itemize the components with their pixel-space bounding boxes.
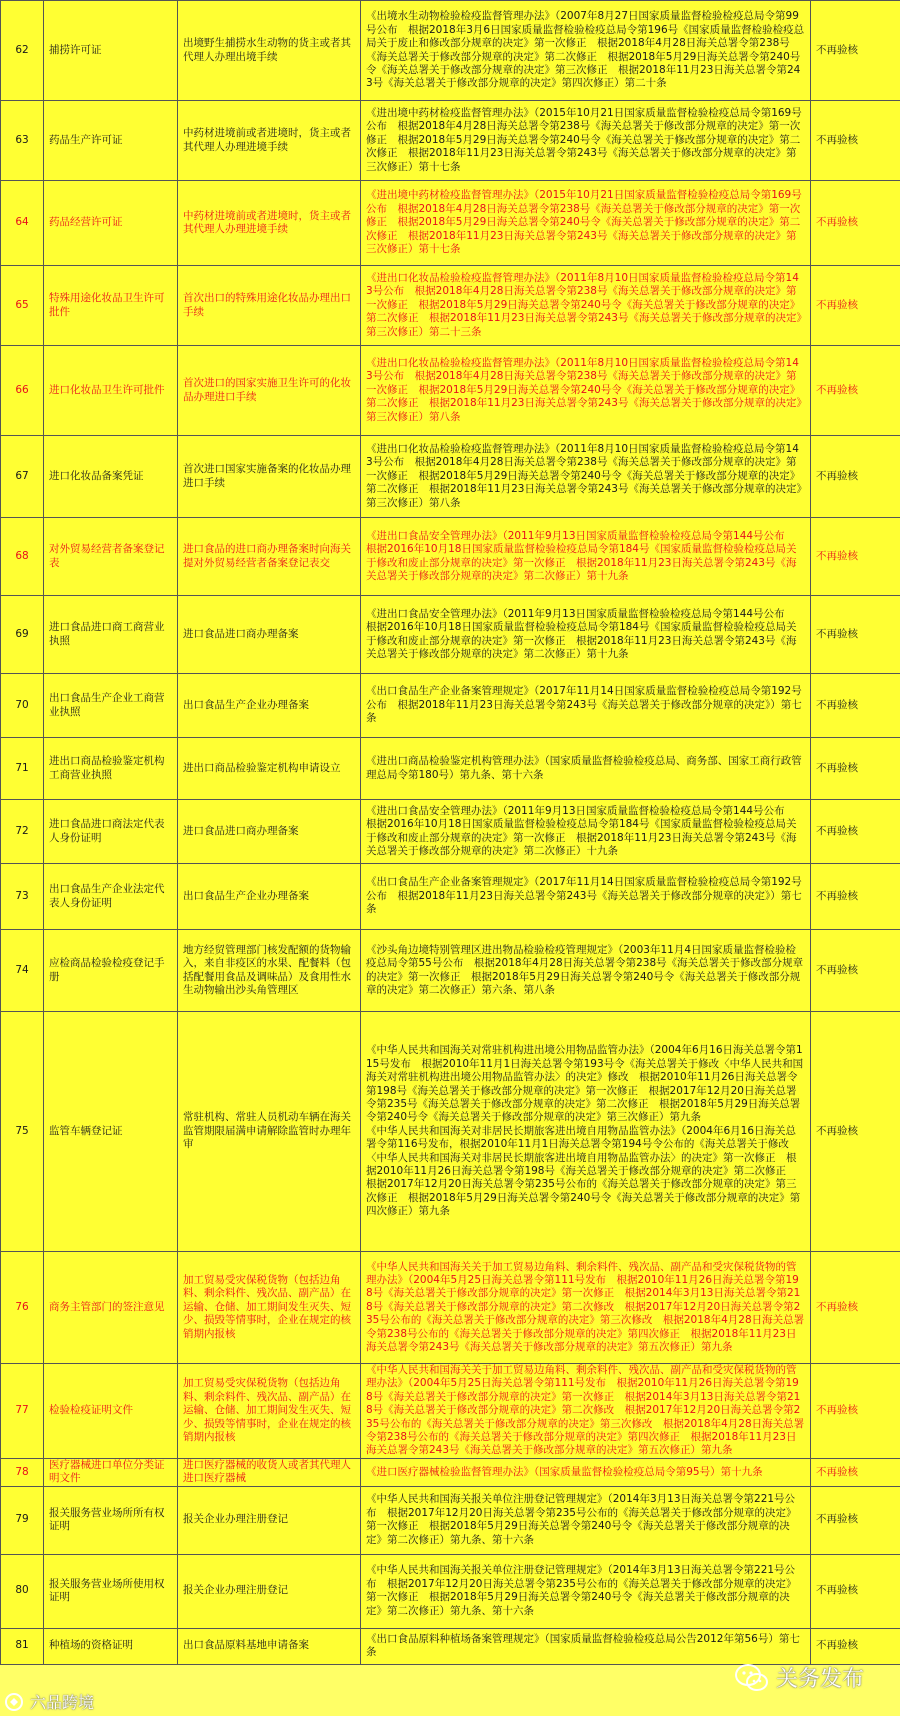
applicable-matter: 进口医疗器械的收货人或者其代理人进口医疗器械 [178, 1458, 361, 1486]
verification-status: 不再验核 [811, 1, 900, 101]
legal-basis: 《出口食品原料种植场备案管理规定》（国家质量监督检验检疫总局公告2012年第56号）第七条 [361, 1628, 811, 1664]
legal-basis: 《出口食品生产企业备案管理规定》（2017年11月14日国家质量监督检验检疫总局令第192号公布 根据2018年11月23日海关总署令第243号《海关总署关于修改部分规章的决定》）第七条 [361, 674, 811, 738]
row-number: 71 [1, 738, 44, 800]
document-name: 特殊用途化妆品卫生许可批件 [44, 266, 178, 346]
document-name: 进口食品进口商法定代表人身份证明 [44, 800, 178, 864]
row-number: 65 [1, 266, 44, 346]
document-name: 监管车辆登记证 [44, 1012, 178, 1252]
verification-status: 不再验核 [811, 1554, 900, 1628]
row-number: 67 [1, 436, 44, 518]
verification-status: 不再验核 [811, 1628, 900, 1664]
applicable-matter: 出口食品原料基地申请备案 [178, 1628, 361, 1664]
applicable-matter: 首次进口国家实施备案的化妆品办理进口手续 [178, 436, 361, 518]
verification-status: 不再验核 [811, 674, 900, 738]
row-number: 75 [1, 1012, 44, 1252]
verification-status: 不再验核 [811, 101, 900, 181]
verification-status: 不再验核 [811, 346, 900, 436]
document-name: 检验检疫证明文件 [44, 1364, 178, 1459]
verification-status: 不再验核 [811, 1364, 900, 1459]
row-number: 81 [1, 1628, 44, 1664]
document-name: 医疗器械进口单位分类证明文件 [44, 1458, 178, 1486]
wechat-icon [734, 1663, 770, 1693]
verification-status: 不再验核 [811, 738, 900, 800]
table-row [1, 1628, 900, 1664]
document-name: 药品生产许可证 [44, 101, 178, 181]
verification-status: 不再验核 [811, 1486, 900, 1554]
verification-status: 不再验核 [811, 181, 900, 266]
legal-basis: 《进出境中药材检疫监督管理办法》（2015年10月21日国家质量监督检验检疫总局令第169号公布 根据2018年4月28日海关总署令第238号《海关总署关于修改部分规章的决定》第一次修正 根据2018年5月29日海关总署令第240号令《海关总署关于修改部分规章的决定》第二次修正 根据2018年11月23日海关总署令第243号《海关总署关于修改部分规章的决定》第三次修正）第十七条 [361, 181, 811, 266]
verification-status: 不再验核 [811, 1252, 900, 1364]
table-row [1, 181, 900, 266]
document-name: 进口化妆品备案凭证 [44, 436, 178, 518]
applicable-matter: 出境野生捕捞水生动物的货主或者其代理人办理出境手续 [178, 1, 361, 101]
legal-basis: 《进出境中药材检疫监督管理办法》（2015年10月21日国家质量监督检验检疫总局令第169号公布 根据2018年4月28日海关总署令第238号《海关总署关于修改部分规章的决定》第一次修正 根据2018年5月29日海关总署令第240号令《海关总署关于修改部分规章的决定》第二次修正 根据2018年11月23日海关总署令第243号《海关总署关于修改部分规章的决定》第三次修正）第十七条 [361, 101, 811, 181]
applicable-matter: 报关企业办理注册登记 [178, 1554, 361, 1628]
table-row [1, 436, 900, 518]
applicable-matter: 加工贸易受灾保税货物（包括边角料、剩余料件、残次品、副产品）在运输、仓储、加工期间发生灭失、短少、损毁等情事时，企业在规定的核销期内报核 [178, 1252, 361, 1364]
verification-status: 不再验核 [811, 1012, 900, 1252]
applicable-matter: 中药材进境前或者进境时，货主或者其代理人办理进境手续 [178, 101, 361, 181]
watermark-right-text: 关务发布 [775, 1667, 864, 1692]
legal-basis: 《出口食品生产企业备案管理规定》（2017年11月14日国家质量监督检验检疫总局令第192号公布 根据2018年11月23日海关总署令第243号《海关总署关于修改部分规章的决定》）第七条 [361, 864, 811, 930]
verification-status: 不再验核 [811, 864, 900, 930]
row-number: 79 [1, 1486, 44, 1554]
verification-status: 不再验核 [811, 518, 900, 596]
document-name: 进出口商品检验鉴定机构工商营业执照 [44, 738, 178, 800]
applicable-matter: 首次进口的国家实施卫生许可的化妆品办理进口手续 [178, 346, 361, 436]
row-number: 80 [1, 1554, 44, 1628]
legal-basis: 《中华人民共和国海关报关单位注册登记管理规定》（2014年3月13日海关总署令第221号公布 根据2017年12月20日海关总署令第235号公布的《海关总署关于修改部分规章的决定》第一次修正 根据2018年5月29日海关总署令第240号令《海关总署关于修改部分规章的决定》第二次修正）第九条、第十六条 [361, 1486, 811, 1554]
applicable-matter: 中药材进境前或者进境时，货主或者其代理人办理进境手续 [178, 181, 361, 266]
row-number: 68 [1, 518, 44, 596]
document-name: 药品经营许可证 [44, 181, 178, 266]
document-name: 进口化妆品卫生许可批件 [44, 346, 178, 436]
legal-basis: 《进出口食品安全管理办法》（2011年9月13日国家质量监督检验检疫总局令第144号公布 根据2016年10月18日国家质量监督检验检疫总局令第184号《国家质量监督检验检疫总局关于修改和废止部分规章的决定》第一次修正 根据2018年11月23日海关总署令第243号《海关总署关于修改部分规章的决定》第二次修正）第十九条 [361, 596, 811, 674]
table-row [1, 596, 900, 674]
brand-logo-icon [4, 1692, 24, 1712]
watermark-left [4, 1690, 94, 1713]
verification-status: 不再验核 [811, 266, 900, 346]
table-row [1, 800, 900, 864]
document-name: 出口食品生产企业工商营业执照 [44, 674, 178, 738]
legal-basis: 《进出口化妆品检验检疫监督管理办法》（2011年8月10日国家质量监督检验检疫总局令第143号公布 根据2018年4月28日海关总署令第238号《海关总署关于修改部分规章的决定》第一次修正 根据2018年5月29日海关总署令第240号令《海关总署关于修改部分规章的决定》第二次修正 根据2018年11月23日海关总署令第243号《海关总署关于修改部分规章的决定》第三次修正）第二十三条 [361, 266, 811, 346]
applicable-matter: 报关企业办理注册登记 [178, 1486, 361, 1554]
table-row [1, 1364, 900, 1459]
row-number: 66 [1, 346, 44, 436]
verification-status: 不再验核 [811, 436, 900, 518]
applicable-matter: 地方经贸管理部门核发配额的货物输入，来自非疫区的水果、配餐料（包括配餐用食品及调味品）及食用性水生动物输出沙头角管理区 [178, 930, 361, 1012]
legal-basis: 《中华人民共和国海关报关单位注册登记管理规定》（2014年3月13日海关总署令第221号公布 根据2017年12月20日海关总署令第235号公布的《海关总署关于修改部分规章的决定》第一次修正 根据2018年5月29日海关总署令第240号令《海关总署关于修改部分规章的决定》第二次修正）第九条、第十六条 [361, 1554, 811, 1628]
legal-basis: 《中华人民共和国海关对常驻机构进出境公用物品监管办法》（2004年6月16日海关总署令第115号发布 根据2010年11月1日海关总署令第193号令《海关总署关于修改〈中华人民共和国海关对常驻机构进出境公用物品监管办法〉的决定》修改 根据2010年11月26日海关总署令第198号《海关总署关于修改部分规章的决定》第一次修正 根据2017年12月20日海关总署令第235号《海关总署关于修改部分规章的决定》第二次修正 根据2018年5月29日海关总署令第240号令《海关总署关于修改部分规章的决定》第三次修正）第九条 《中华人民共和国海关对非居民长期旅客进出境自用物品监管办法》（2004年6月16日海关总署令第116号发布，根据2010年11月1日海关总署令第194号令公布的《海关总署关于修改〈中华人民共和国海关对非居民长期旅客进出境自用物品监管办法〉的决定》第一次修正 根据2010年11月26日海关总署令第198号《海关总署关于修改部分规章的决定》第二次修正 根据2017年12月20日海关总署令第235号公布的《海关总署关于修改部分规章的决定》第三次修正 根据2018年5月29日海关总署令第240号令《海关总署关于修改部分规章的决定》第四次修正）第九条 [361, 1012, 811, 1252]
applicable-matter: 进口食品进口商办理备案 [178, 800, 361, 864]
applicable-matter: 常驻机构、常驻人员机动车辆在海关监管期限届满申请解除监管时办理年审 [178, 1012, 361, 1252]
permit-table-body [1, 1, 900, 1665]
table-row [1, 674, 900, 738]
table-row [1, 1012, 900, 1252]
applicable-matter: 进口食品的进口商办理备案时向海关提对外贸易经营者备案登记表交 [178, 518, 361, 596]
legal-basis: 《出境水生动物检验检疫监督管理办法》（2007年8月27日国家质量监督检验检疫总局令第99号公布 根据2018年3月6日国家质量监督检验检疫总局令第196号《国家质量监督检验检疫总局关于废止和修改部分规章的决定》第一次修正 根据2018年4月28日海关总署令第238号《海关总署关于修改部分规章的决定》第二次修正 根据2018年5月29日海关总署令第240号令《海关总署关于修改部分规章的决定》第三次修正 根据2018年11月23日海关总署令第243号《海关总署关于修改部分规章的决定》第四次修正）第二十条 [361, 1, 811, 101]
row-number: 62 [1, 1, 44, 101]
legal-basis: 《中华人民共和国海关关于加工贸易边角料、剩余料件、残次品、副产品和受灾保税货物的管理办法》（2004年5月25日海关总署令第111号发布 根据2010年11月26日海关总署令第198号《海关总署关于修改部分规章的决定》第一次修正 根据2014年3月13日海关总署令第218号《海关总署关于修改部分规章的决定》第二次修改 根据2017年12月20日海关总署令第235号公布的《海关总署关于修改部分规章的决定》第三次修改 根据2018年4月28日海关总署令第238号公布的《海关总署关于修改部分规章的决定》第四次修正 根据2018年11月23日海关总署令第243号《海关总署关于修改部分规章的决定》第五次修正）第九条 [361, 1252, 811, 1364]
row-number: 64 [1, 181, 44, 266]
table-row [1, 864, 900, 930]
row-number: 74 [1, 930, 44, 1012]
table-row [1, 346, 900, 436]
row-number: 70 [1, 674, 44, 738]
table-row [1, 518, 900, 596]
table-row [1, 101, 900, 181]
verification-status: 不再验核 [811, 596, 900, 674]
document-name: 种植场的资格证明 [44, 1628, 178, 1664]
document-name: 出口食品生产企业法定代表人身份证明 [44, 864, 178, 930]
applicable-matter: 首次出口的特殊用途化妆品办理出口手续 [178, 266, 361, 346]
verification-status: 不再验核 [811, 800, 900, 864]
legal-basis: 《进口医疗器械检验监督管理办法》（国家质量监督检验检疫总局令第95号）第十九条 [361, 1458, 811, 1486]
row-number: 72 [1, 800, 44, 864]
watermark-right [734, 1662, 864, 1693]
verification-status: 不再验核 [811, 930, 900, 1012]
watermark-left-text: 六品跨境 [30, 1693, 95, 1712]
table-row [1, 266, 900, 346]
verification-status: 不再验核 [811, 1458, 900, 1486]
applicable-matter: 进口食品进口商办理备案 [178, 596, 361, 674]
legal-basis: 《进出口食品安全管理办法》（2011年9月13日国家质量监督检验检疫总局令第144号公布 根据2016年10月18日国家质量监督检验检疫总局令第184号《国家质量监督检验检疫总局关于修改和废止部分规章的决定》第一次修正 根据2018年11月23日海关总署令第243号《海关总署关于修改部分规章的决定》第二次修正）十九条 [361, 800, 811, 864]
table-row [1, 930, 900, 1012]
row-number: 63 [1, 101, 44, 181]
legal-basis: 《进出口商品检验鉴定机构管理办法》（国家质量监督检验检疫总局、商务部、国家工商行政管理总局令第180号）第九条、第十六条 [361, 738, 811, 800]
legal-basis: 《进出口化妆品检验检疫监督管理办法》（2011年8月10日国家质量监督检验检疫总局令第143号公布 根据2018年4月28日海关总署令第238号《海关总署关于修改部分规章的决定》第一次修正 根据2018年5月29日海关总署令第240号令《海关总署关于修改部分规章的决定》第二次修正 根据2018年11月23日海关总署令第243号《海关总署关于修改部分规章的决定》第三次修正）第八条 [361, 346, 811, 436]
document-name: 报关服务营业场所使用权证明 [44, 1554, 178, 1628]
table-row [1, 738, 900, 800]
document-name: 商务主管部门的签注意见 [44, 1252, 178, 1364]
legal-basis: 《进出口食品安全管理办法》（2011年9月13日国家质量监督检验检疫总局令第144号公布 根据2016年10月18日国家质量监督检验检疫总局令第184号《国家质量监督检验检疫总局关于修改和废止部分规章的决定》第一次修正 根据2018年11月23日海关总署令第243号《海关总署关于修改部分规章的决定》第二次修正）第十九条 [361, 518, 811, 596]
table-row [1, 1252, 900, 1364]
applicable-matter: 出口食品生产企业办理备案 [178, 864, 361, 930]
row-number: 73 [1, 864, 44, 930]
row-number: 77 [1, 1364, 44, 1459]
legal-basis: 《进出口化妆品检验检疫监督管理办法》（2011年8月10日国家质量监督检验检疫总局令第143号公布 根据2018年4月28日海关总署令第238号《海关总署关于修改部分规章的决定》第一次修正 根据2018年5月29日海关总署令第240号令《海关总署关于修改部分规章的决定》第二次修正 根据2018年11月23日海关总署令第243号《海关总署关于修改部分规章的决定》第三次修正）第八条 [361, 436, 811, 518]
row-number: 76 [1, 1252, 44, 1364]
document-name: 应检商品检验检疫登记手册 [44, 930, 178, 1012]
table-row [1, 1, 900, 101]
document-name: 进口食品进口商工商营业执照 [44, 596, 178, 674]
applicable-matter: 加工贸易受灾保税货物（包括边角料、剩余料件、残次品、副产品）在运输、仓储、加工期间发生灭失、短少、损毁等情事时，企业在规定的核销期内报核 [178, 1364, 361, 1459]
row-number: 69 [1, 596, 44, 674]
table-row [1, 1458, 900, 1486]
document-name: 对外贸易经营者备案登记表 [44, 518, 178, 596]
row-number: 78 [1, 1458, 44, 1486]
legal-basis: 《沙头角边境特别管理区进出物品检验检疫管理规定》（2003年11月4日国家质量监督检验检疫总局令第55号公布 根据2018年4月28日海关总署令第238号《海关总署关于修改部分规章的决定》第一次修正 根据2018年5月29日海关总署令第240号令《海关总署关于修改部分规章的决定》第二次修正）第六条、第八条 [361, 930, 811, 1012]
legal-basis: 《中华人民共和国海关关于加工贸易边角料、剩余料件、残次品、副产品和受灾保税货物的管理办法》（2004年5月25日海关总署令第111号发布 根据2010年11月26日海关总署令第198号《海关总署关于修改部分规章的决定》第一次修正 根据2014年3月13日海关总署令第218号《海关总署关于修改部分规章的决定》第二次修改 根据2017年12月20日海关总署令第235号公布的《海关总署关于修改部分规章的决定》第三次修改 根据2018年4月28日海关总署令第238号公布的《海关总署关于修改部分规章的决定》第四次修正 根据2018年11月23日海关总署令第243号《海关总署关于修改部分规章的决定》第五次修正）第九条 [361, 1364, 811, 1459]
applicable-matter: 进出口商品检验鉴定机构申请设立 [178, 738, 361, 800]
applicable-matter: 出口食品生产企业办理备案 [178, 674, 361, 738]
table-row [1, 1554, 900, 1628]
table-row [1, 1486, 900, 1554]
document-name: 报关服务营业场所所有权证明 [44, 1486, 178, 1554]
document-name: 捕捞许可证 [44, 1, 178, 101]
